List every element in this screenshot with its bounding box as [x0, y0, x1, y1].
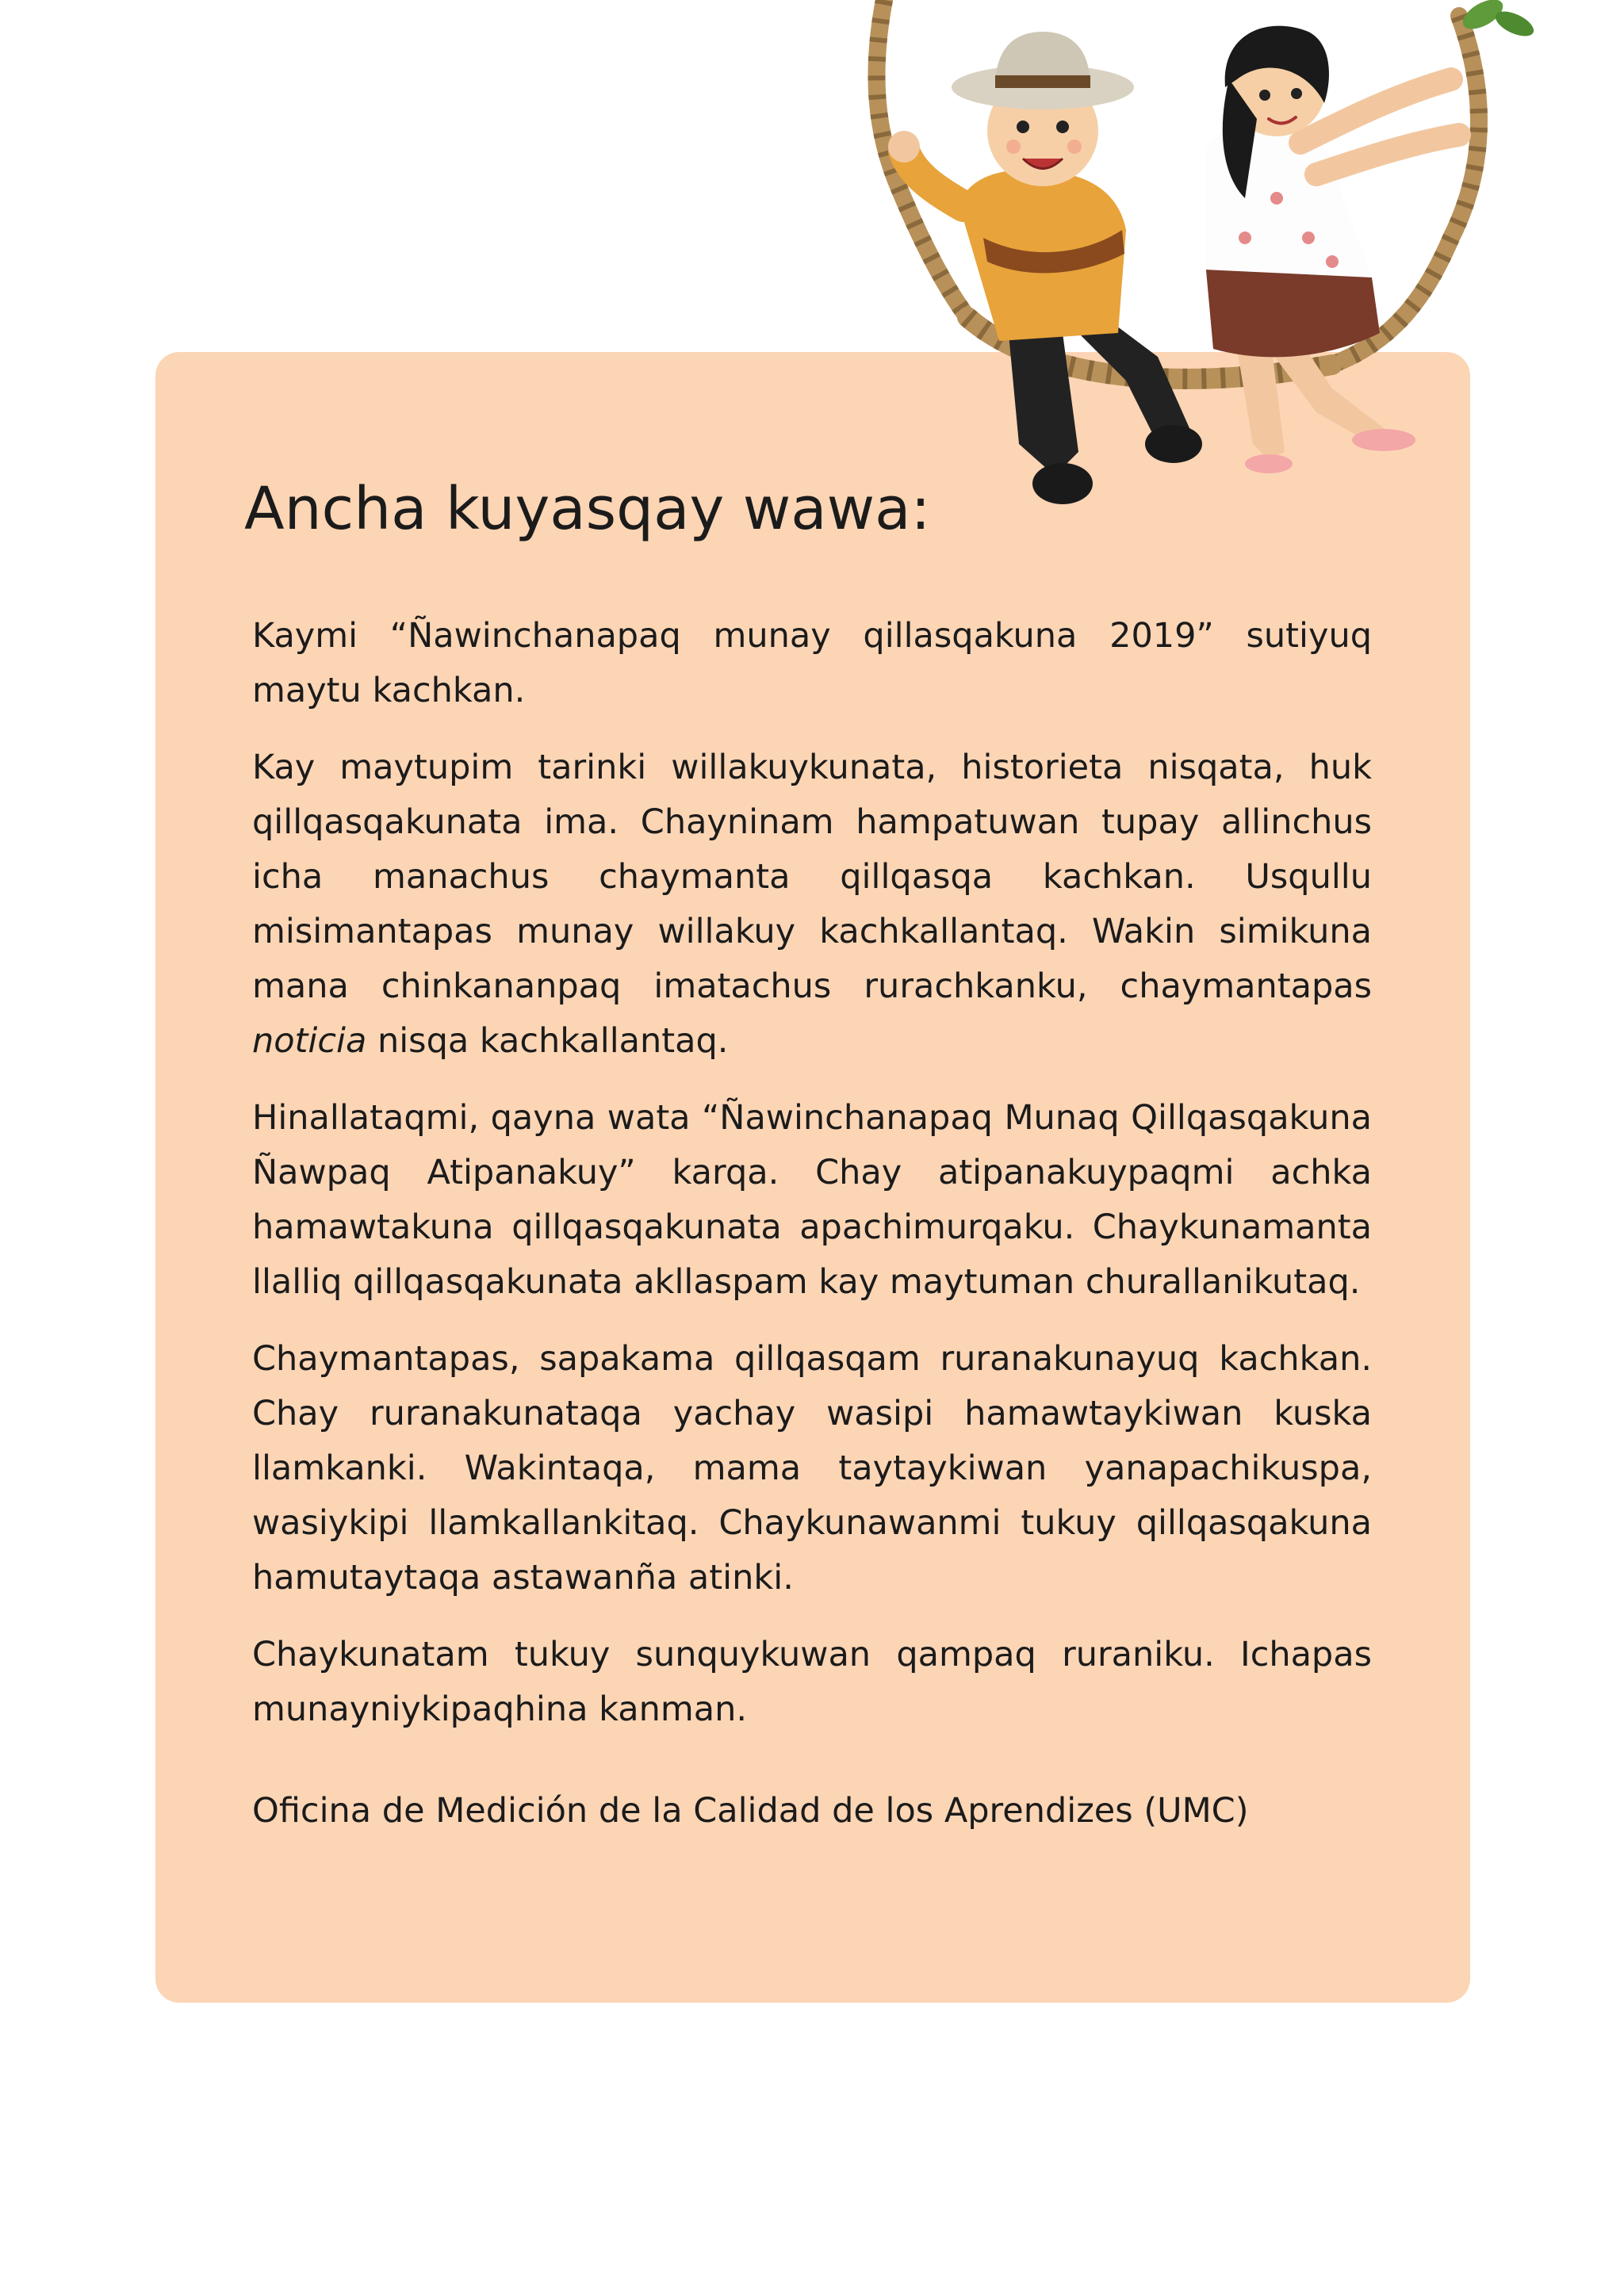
children-on-rope-swing-icon — [825, 0, 1624, 555]
paragraph-4: Chaymantapas, sapakama qillqasqam ruranakunayuq kachkan. Chay ruranakunataqa yachay wasipi hamawtaykiwan kuska llamkanki. Wakintaqa, mama taytaykiwan yanapachikuspa, wasiykipi llamkallankitaq. Chaykunawanmi tukuy qillqasqakuna hamutaytaqa astawanña atinki. — [252, 1339, 1372, 1598]
letter-heading: Ancha kuyasqay wawa: — [244, 475, 931, 543]
paragraph-2 — [252, 740, 1372, 1069]
paragraph-1: Kaymi “Ñawinchanapaq munay qillasqakuna 2019” sutiyuq maytu kachkan. — [252, 616, 1372, 710]
signature: Oficina de Medición de la Calidad de los Aprendizes (UMC) — [252, 1791, 1249, 1831]
letter-body — [252, 609, 1372, 1759]
paragraph-2-italic: noticia — [252, 1021, 367, 1061]
paragraph-2-text: Kay maytupim tarinki willakuykunata, historieta nisqata, huk qillqasqakunata ima. Chayninam hampatuwan tupay allinchus icha manachus chaymanta qillqasqa kachkan. Usqullu misimantapas munay willakuy kachkallantaq. Wakin simikuna mana chinkananpaq imatachus rurachkanku, chaymantapas — [252, 748, 1372, 1006]
paragraph-5: Chaykunatam tukuy sunquykuwan qampaq ruraniku. Ichapas munayniykipaqhina kanman. — [252, 1635, 1372, 1729]
paragraph-3: Hinallataqmi, qayna wata “Ñawinchanapaq Munaq Qillqasqakuna Ñawpaq Atipanakuy” karqa. Chay atipanakuypaqmi achka hamawtakuna qillqasqakunata apachimurqaku. Chaykunamanta llalliq qillqasqakunata akllaspam kay maytuman churallanikutaq. — [252, 1098, 1372, 1302]
paragraph-2-end: nisqa kachkallantaq. — [377, 1021, 729, 1061]
